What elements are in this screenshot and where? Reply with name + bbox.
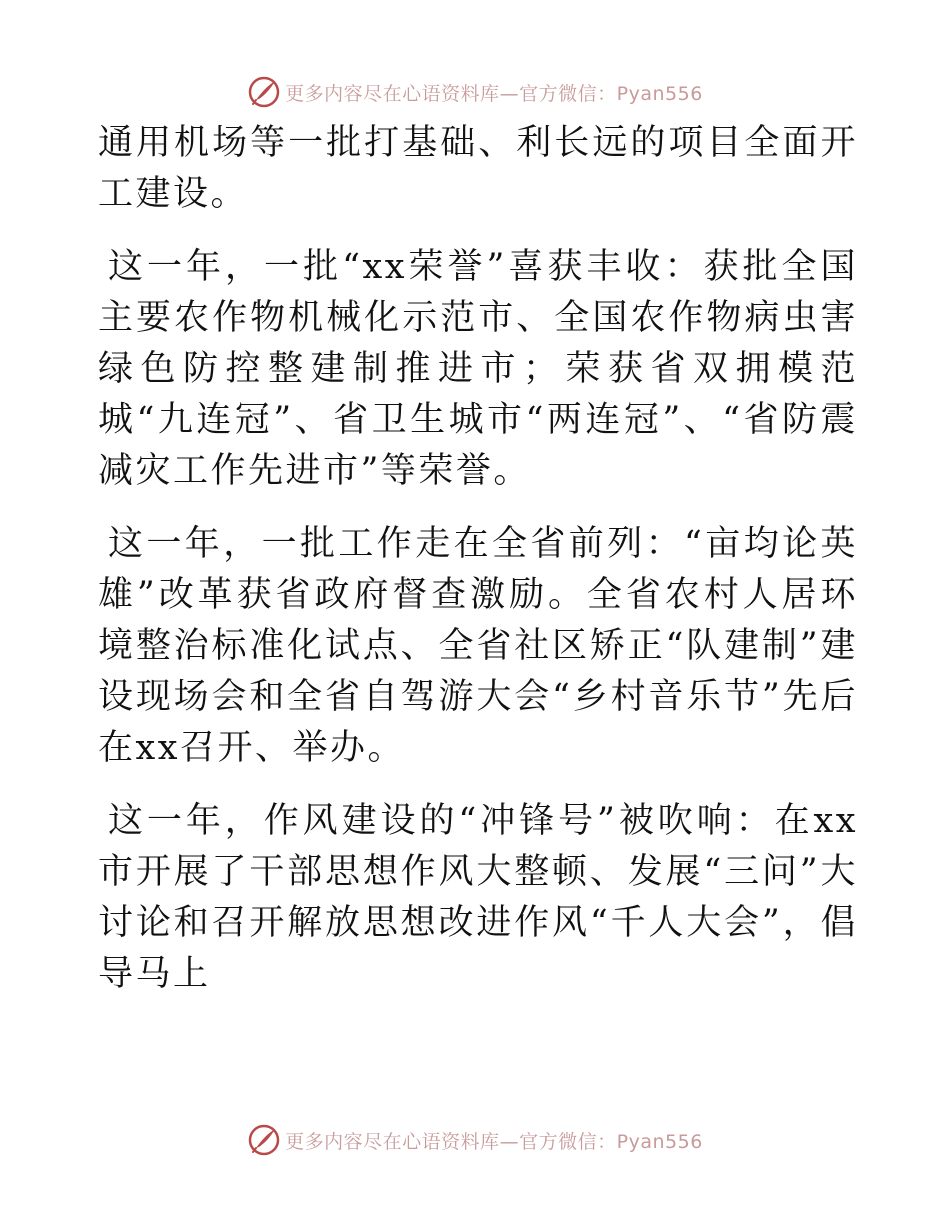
- watermark-text: 更多内容尽在心语资料库—官方微信：Pyan556: [285, 82, 703, 105]
- quill-pen-logo-icon: [247, 75, 281, 109]
- quill-pen-logo-icon: [247, 1123, 281, 1157]
- header-watermark: [0, 72, 950, 112]
- paragraph-1: 通用机场等一批打基础、利长远的项目全面开工建设。: [98, 123, 858, 214]
- paragraph-2: 这一年，一批“xx荣誉”喜获丰收：获批全国主要农作物机械化示范市、全国农作物病虫害绿色防控整建制推进市；荣获省双拥模范城“九连冠”、省卫生城市“两连冠”、“省防震减灾工作先进市”等荣誉。: [98, 247, 858, 491]
- paragraph-3: 这一年，一批工作走在全省前列：“亩均论英雄”改革获省政府督查激励。全省农村人居环境整治标准化试点、全省社区矫正“队建制”建设现场会和全省自驾游大会“乡村音乐节”先后在xx召开、举办。: [98, 524, 858, 768]
- footer-watermark: [0, 1120, 950, 1160]
- watermark-text: 更多内容尽在心语资料库—官方微信：Pyan556: [285, 1130, 703, 1153]
- paragraph-4: 这一年，作风建设的“冲锋号”被吹响：在xx市开展了干部思想作风大整顿、发展“三问”大讨论和召开解放思想改进作风“千人大会”，倡导马上: [98, 801, 858, 994]
- document-body: [98, 118, 858, 1022]
